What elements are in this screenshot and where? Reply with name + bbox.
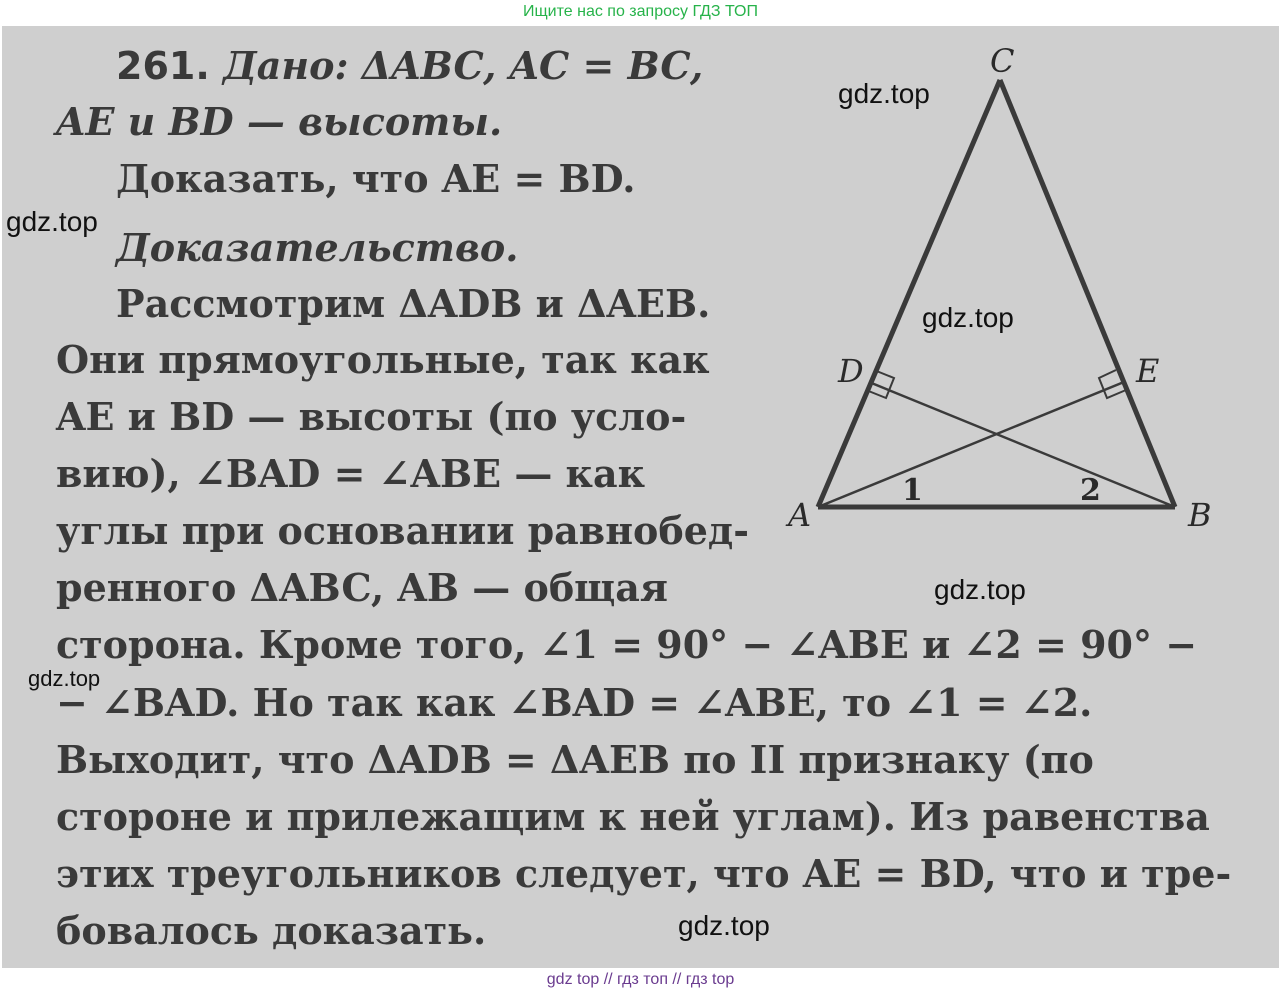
given-text: ΔABC, AC = BC, (361, 43, 704, 88)
proof-line: Выходит, что ΔADB = ΔAEB по II признаку (по (56, 737, 1094, 782)
proof-line: стороне и прилежащим к ней углам). Из равенства (56, 794, 1210, 839)
vertex-label-c: C (990, 42, 1015, 80)
proof-line: вию), ∠BAD = ∠ABE — как (56, 451, 646, 496)
proof-line: − ∠BAD. Но так как ∠BAD = ∠ABE, то ∠1 = ∠2. (56, 680, 1093, 725)
watermark: gdz.top (922, 302, 1014, 333)
proof-line: AE и BD — высоты (по усло- (56, 394, 687, 439)
problem-header (116, 44, 703, 88)
watermark: gdz.top (934, 574, 1026, 605)
proof-line: углы при основании равнобед- (56, 508, 749, 553)
top-banner: Ищите нас по запросу ГДЗ ТОП (523, 3, 758, 20)
proof-line: Они прямоугольные, так как (56, 337, 710, 382)
point-label-d: D (838, 352, 864, 390)
given-line-2: AE и BD — высоты. (56, 99, 503, 144)
proof-heading: Доказательство. (116, 225, 519, 270)
given-label: Дано: (223, 43, 349, 88)
watermark: gdz.top (6, 206, 98, 237)
proof-line: сторона. Кроме того, ∠1 = 90° − ∠ABE и ∠2 = 90° − (56, 622, 1198, 667)
watermark: gdz.top (678, 910, 770, 941)
triangle-figure (760, 40, 1230, 540)
point-label-e: E (1136, 352, 1160, 390)
angle-label-1: 1 (902, 473, 923, 508)
vertex-label-b: B (1188, 496, 1212, 534)
problem-number: 261. (116, 44, 210, 88)
prove-line: Доказать, что AE = BD. (116, 156, 636, 201)
watermark: gdz.top (838, 78, 930, 109)
vertex-label-a: A (788, 496, 812, 534)
bottom-banner: gdz top // гдз топ // гдз top (546, 971, 735, 988)
angle-label-2: 2 (1080, 473, 1101, 508)
proof-line: Рассмотрим ΔADB и ΔAEB. (116, 281, 711, 326)
proof-line: бовалось доказать. (56, 908, 487, 953)
watermark: gdz.top (28, 666, 101, 691)
proof-line: ренного ΔABC, AB — общая (56, 565, 668, 610)
proof-line: этих треугольников следует, что AE = BD, что и тре- (56, 851, 1232, 896)
